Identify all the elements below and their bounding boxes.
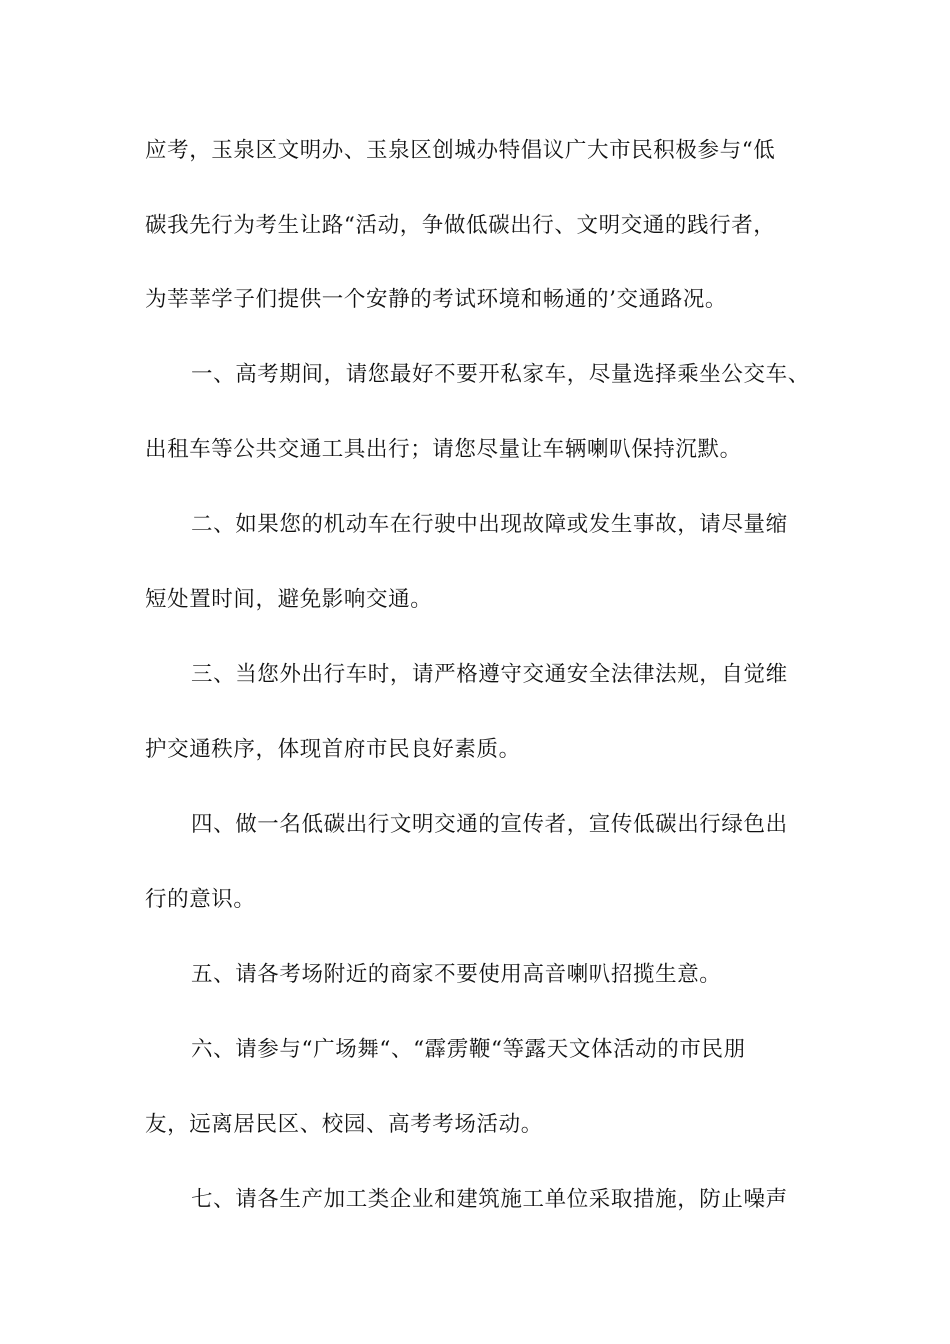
text-line-8: 三、当您外出行车时，请严格遵守交通安全法律法规，自觉维 — [191, 662, 788, 687]
text-line-3: 为莘莘学子们提供一个安静的考试环境和畅通的’交通路况。 — [145, 287, 728, 312]
text-line-7: 短处置时间，避免影响交通。 — [145, 587, 433, 612]
text-line-1: 应考，玉泉区文明办、玉泉区创城办特倡议广大市民积极参与“低 — [145, 138, 776, 163]
text-line-4: 一、高考期间，请您最好不要开私家车，尽量选择乘坐公交车、 — [191, 362, 810, 387]
text-line-11: 行的意识。 — [145, 887, 256, 912]
text-line-5: 出租车等公共交通工具出行；请您尽量让车辆喇叭保持沉默。 — [145, 437, 742, 462]
text-line-2: 碳我先行为考生让路“活动，争做低碳出行、文明交通的践行者， — [145, 213, 776, 238]
text-line-10: 四、做一名低碳出行文明交通的宣传者，宣传低碳出行绿色出 — [191, 812, 788, 837]
text-line-15: 七、请各生产加工类企业和建筑施工单位采取措施，防止噪声 — [191, 1187, 788, 1212]
text-line-12: 五、请各考场附近的商家不要使用高音喇叭招揽生意。 — [191, 962, 722, 987]
text-line-13: 六、请参与“广场舞“、“霹雳鞭“等露天文体活动的市民朋 — [191, 1037, 746, 1062]
text-line-14: 友，远离居民区、校园、高考考场活动。 — [145, 1112, 543, 1137]
text-line-6: 二、如果您的机动车在行驶中出现故障或发生事故，请尽量缩 — [191, 512, 788, 537]
text-line-9: 护交通秩序，体现首府市民良好素质。 — [145, 737, 521, 762]
